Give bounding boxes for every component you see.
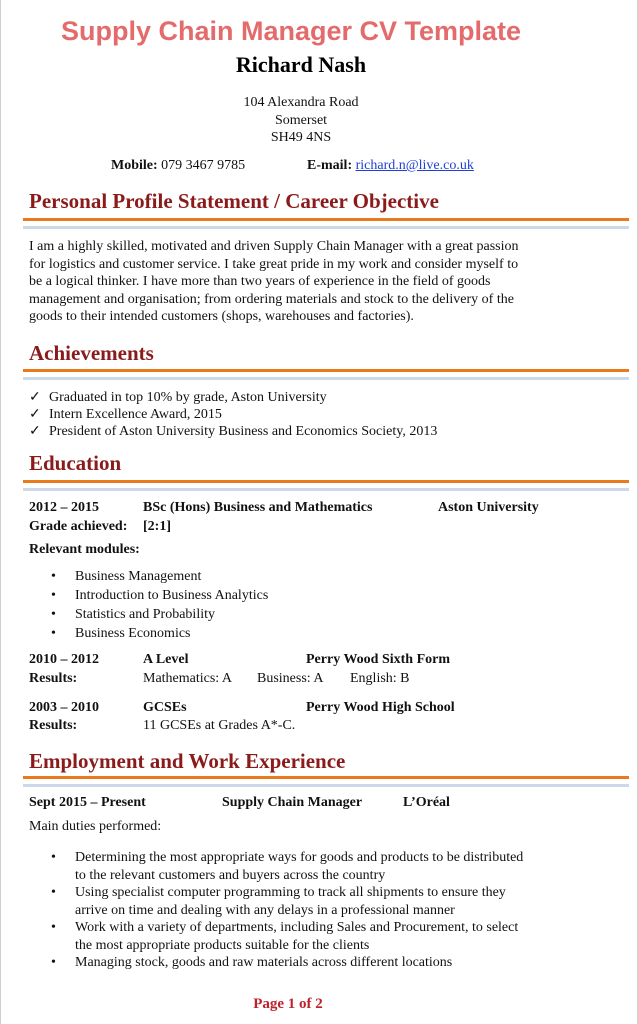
modules-label: Relevant modules:	[29, 542, 140, 557]
candidate-name: Richard Nash	[235, 52, 367, 77]
profile-line: management and organisation; from ordering materials and stock to the delivery of the	[29, 291, 514, 307]
alevel-result: Mathematics: A	[143, 671, 233, 686]
email-link[interactable]: richard.n@live.co.uk	[355, 158, 474, 173]
section-divider	[23, 369, 629, 372]
bullet-icon: •	[51, 569, 56, 584]
alevel-result: English: B	[350, 671, 410, 686]
degree-title: BSc (Hons) Business and Mathematics	[143, 500, 373, 515]
alevel-institution: Perry Wood Sixth Form	[306, 652, 451, 667]
bullet-icon: •	[51, 607, 56, 622]
list-item: ✓ Intern Excellence Award, 2015	[29, 407, 222, 422]
gcse-title: GCSEs	[143, 700, 187, 715]
duties-list	[51, 849, 581, 972]
bullet-icon: •	[51, 920, 56, 935]
template-title: Supply Chain Manager CV Template	[60, 16, 522, 46]
section-divider	[23, 218, 629, 221]
list-item: • Business Management	[51, 569, 202, 584]
address-line-2: Somerset	[274, 113, 328, 128]
gcse-institution: Perry Wood High School	[306, 700, 455, 715]
address-line-3: SH49 4NS	[270, 130, 332, 145]
job-company: L’Oréal	[403, 795, 450, 810]
job-period: Sept 2015 – Present	[29, 795, 146, 810]
job-role: Supply Chain Manager	[222, 795, 363, 810]
section-divider	[23, 377, 629, 380]
alevel-years: 2010 – 2012	[29, 652, 99, 667]
achievements-list	[29, 389, 437, 440]
email-contact	[307, 158, 474, 174]
list-item: • Business Economics	[51, 626, 191, 641]
list-item: • Introduction to Business Analytics	[51, 588, 269, 603]
achievements-heading: Achievements	[29, 341, 154, 365]
degree-years: 2012 – 2015	[29, 500, 99, 515]
mobile-label: Mobile:	[111, 158, 158, 173]
section-divider	[23, 776, 629, 779]
employment-heading: Employment and Work Experience	[29, 749, 346, 773]
grade-label: Grade achieved:	[29, 519, 128, 534]
bullet-icon: •	[51, 626, 56, 641]
grade-value: [2:1]	[143, 519, 171, 534]
profile-heading: Personal Profile Statement / Career Objective	[29, 189, 439, 213]
list-item: ✓ President of Aston University Business and Economics Society, 2013	[29, 424, 438, 439]
email-label: E-mail:	[307, 158, 353, 173]
gcse-results-label: Results:	[29, 718, 78, 733]
education-heading: Education	[29, 451, 122, 475]
modules-list	[51, 567, 268, 643]
profile-paragraph	[29, 238, 574, 326]
profile-line: be a logical thinker. I have more than two years of experience in the field of goods	[29, 274, 491, 289]
bullet-icon: •	[51, 955, 56, 970]
section-divider	[23, 488, 629, 491]
mobile-contact	[111, 158, 245, 174]
page-number: Page 1 of 2	[253, 996, 323, 1012]
section-divider	[23, 226, 629, 229]
checkmark-icon: ✓	[29, 390, 41, 405]
list-item: • Using specialist computer programming to track all shipments to ensure they arrive on time and dealing with any delays in a professional manner	[51, 885, 506, 918]
alevel-result: Business: A	[257, 671, 324, 686]
checkmark-icon: ✓	[29, 407, 41, 422]
checkmark-icon: ✓	[29, 424, 41, 439]
mobile-number: 079 3467 9785	[161, 158, 246, 173]
address-line-1: 104 Alexandra Road	[243, 95, 359, 110]
gcse-years: 2003 – 2010	[29, 700, 99, 715]
list-item: • Determining the most appropriate ways for goods and products to be distributed to the relevant customers and buyers across the country	[51, 850, 524, 883]
duties-label: Main duties performed:	[29, 819, 162, 834]
section-divider	[23, 480, 629, 483]
bullet-icon: •	[51, 850, 56, 865]
profile-line: for logistics and customer service. I take great pride in my work and consider myself to	[29, 256, 519, 272]
alevel-results-label: Results:	[29, 671, 78, 686]
alevel-title: A Level	[143, 652, 189, 667]
list-item: ✓ Graduated in top 10% by grade, Aston University	[29, 390, 327, 405]
section-divider	[23, 784, 629, 787]
degree-institution: Aston University	[438, 500, 539, 515]
profile-line: I am a highly skilled, motivated and driven Supply Chain Manager with a great passion	[29, 239, 519, 254]
bullet-icon: •	[51, 588, 56, 603]
list-item: • Statistics and Probability	[51, 607, 215, 622]
bullet-icon: •	[51, 885, 56, 900]
gcse-results: 11 GCSEs at Grades A*-C.	[143, 718, 296, 733]
list-item: • Work with a variety of departments, including Sales and Procurement, to select the most appropriate products suitable for the clients	[51, 920, 519, 953]
profile-line: goods to their intended customers (shops, warehouses and factories).	[29, 309, 414, 324]
list-item: • Managing stock, goods and raw materials across different locations	[51, 955, 453, 970]
